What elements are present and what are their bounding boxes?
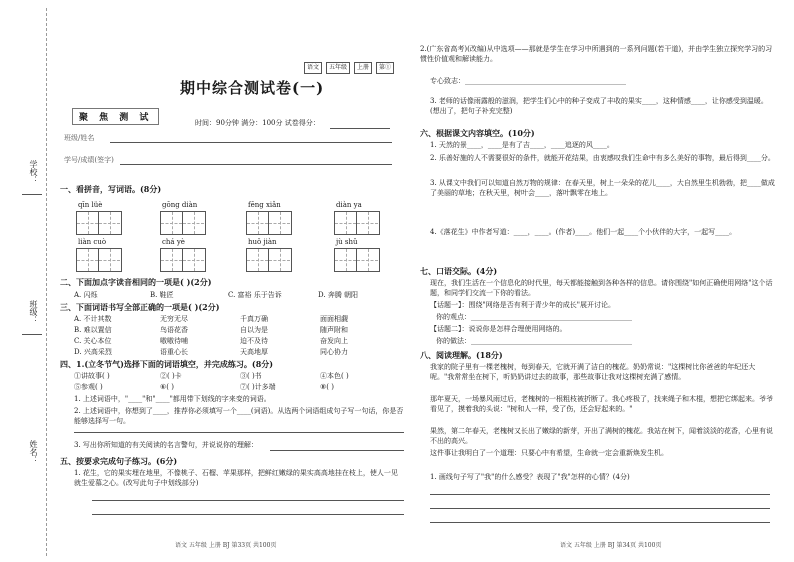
s7-answer: 你的观点：______________________________________________ xyxy=(436,313,632,321)
id-blank xyxy=(120,164,392,165)
writing-grid[interactable] xyxy=(160,211,206,235)
q4-item: ⑥( ) xyxy=(160,383,174,391)
answer-line xyxy=(92,500,404,501)
answer-line xyxy=(430,494,770,495)
s6-item: 2. 乐善好施的人不需要很好的条件，就能开花结果，由衷感叹我们生命中有多么美好的事物，最后得到____分。 xyxy=(430,154,775,162)
s7-text: 现在，我们生活在一个信息化的时代里，每天都能接触到各种各样的信息。请你围绕"如何正确使用网络"这个话题，和同学们交流一下你的看法。 xyxy=(430,279,773,297)
reading-paragraph: 那年夏天，一场暴风雨过后，老槐树的一根粗枝被折断了。我心疼极了，找来绳子和木棍，想把它绑起来。爷爷看见了，摸着我的头说："树和人一样，受了伤，还会好起来的。" xyxy=(430,395,773,413)
id-line-label: 学号/成绩(签字) xyxy=(64,156,114,164)
writing-grid[interactable] xyxy=(160,248,206,272)
q3-cell: 面面相觑 xyxy=(320,315,348,323)
writing-grid[interactable] xyxy=(334,248,380,272)
q2-heading: 二、下面加点字读音相同的一项是( )(2分) xyxy=(60,277,212,287)
header-tag: 上册 xyxy=(354,62,372,74)
answer-line xyxy=(74,432,404,433)
s7-topic: 【话题二】：说说你是怎样合理使用网络的。 xyxy=(430,325,567,333)
section-badge: 聚 焦 测 试 xyxy=(72,108,159,125)
answer-line xyxy=(92,514,404,515)
q4-item: ⑤参观( ) xyxy=(74,383,103,391)
q4-note: 2. 上述词语中，你想到了____，推荐你必须填写一个____(词语)。从选两个词语组成句子写一句话，你是否能够选择写一句。 xyxy=(74,407,404,425)
header-tags xyxy=(304,62,398,74)
writing-grid[interactable] xyxy=(246,211,292,235)
q4-item: ④本色( ) xyxy=(320,372,349,380)
reading-paragraph: 我家的院子里有一棵老槐树，每到春天，它就开满了洁白的槐花。奶奶常说："这棵树比你爸爸的年纪还大呢。"我常常坐在树下，听奶奶讲过去的故事，那些故事让我对这棵树充满了感情。 xyxy=(430,363,756,381)
q3-cell: 自以为是 xyxy=(240,326,268,334)
q3-cell: D. 兴高采烈 xyxy=(74,348,112,356)
s6-item: 1. 天然的景____，____是有了吉____，____追逐的风____。 xyxy=(430,141,614,149)
page-footer: 语文 五年级 上册 BJ 第33页 共100页 xyxy=(175,542,277,549)
q3-cell: B. 难以置信 xyxy=(74,326,112,334)
reading-paragraph: 这件事让我明白了一个道理：只要心中有希望，生命就一定会重新焕发生机。 xyxy=(430,449,668,457)
q2-option[interactable]: C. 富裕 乐于告诉 xyxy=(228,291,282,299)
pinyin: diàn ya xyxy=(336,201,362,209)
writing-grid[interactable] xyxy=(334,211,380,235)
sidebar-line xyxy=(22,334,42,335)
s7-topic: 【话题一】：围绕"网络是否有利于青少年的成长"展开讨论。 xyxy=(430,301,615,309)
q3-cell: 嗷嗷待哺 xyxy=(160,337,188,345)
writing-grid[interactable] xyxy=(76,211,122,235)
header-tag: 语文 xyxy=(304,62,322,74)
q3-heading: 三、下面词语书写全部正确的一项是( )(2分) xyxy=(60,302,220,312)
p2-blank: 专心致志：______________________________________________ xyxy=(430,77,626,85)
q3-cell: 随声附和 xyxy=(320,326,348,334)
q5-text: 3. 写出你所知道的有关阅读的名言警句，并说说你的理解： xyxy=(74,441,258,449)
q6-heading: 五、按要求完成句子练习。(6分) xyxy=(60,456,178,466)
score-blank xyxy=(330,128,390,129)
page-title: 期中综合测试卷(一) xyxy=(180,79,325,97)
p3-text: 3. 老师的话像雨露般的滋润，把学生们心中的种子变成了丰收的果实____，这种情感____，让你感受到温暖。(想出了，把句子补充完整) xyxy=(430,97,768,115)
writing-grid[interactable] xyxy=(76,248,122,272)
s6-item: 3. 从课文中我们可以知道自然万物的规律：在春天里，树上一朵朵的花儿____，大自然里生机勃勃，把____做成了美丽的草地；在秋天里，树叶会____，落叶飘零在地上。 xyxy=(430,179,775,197)
q6-text: 1. 花生，它的果实埋在地里，不像桃子、石榴、苹果那样，把鲜红嫩绿的果实高高地挂在枝上，使人一见就生爱慕之心。(改写此句子中划线部分) xyxy=(74,469,398,487)
page-footer: 语文 五年级 上册 BJ 第34页 共100页 xyxy=(560,542,662,549)
q3-cell: A. 不计其数 xyxy=(74,315,112,323)
reading-question: 1. 画线句子写了"我"的什么感受？表现了"我"怎样的心情？(4分) xyxy=(430,473,630,481)
sidebar-line xyxy=(22,194,42,195)
q2-option[interactable]: A. 闪烁 xyxy=(74,291,98,299)
q4-item: ②( )卡 xyxy=(160,372,182,380)
header-tag: 第① xyxy=(376,62,394,74)
sidebar-name-label: 姓名： xyxy=(29,440,38,464)
answer-line xyxy=(430,522,770,523)
answer-line xyxy=(430,508,770,509)
q4-item: ①讲故事( ) xyxy=(74,372,110,380)
pinyin: jù shǔ xyxy=(336,238,358,246)
fold-line xyxy=(46,8,47,556)
q3-cell: 同心协力 xyxy=(320,348,348,356)
q3-cell: 鸟语花香 xyxy=(160,326,188,334)
pinyin: huǒ jiàn xyxy=(248,238,277,246)
header-tag: 五年级 xyxy=(326,62,350,74)
q4-item: ⑦( )计多端 xyxy=(240,383,276,391)
name-line-label: 班级/姓名 xyxy=(64,134,95,142)
writing-grid[interactable] xyxy=(246,248,292,272)
q3-cell: 无穷无尽 xyxy=(160,315,188,323)
q1-heading: 一、看拼音，写词语。(8分) xyxy=(60,184,162,194)
p2-text: 2.(广东省高考)(改编)从中选项——那就是学生在学习中所遇到的一系列问题(若干道)，并由学生独立探究学习的习惯性价值观和解读能力。 xyxy=(420,45,773,63)
answer-line xyxy=(270,450,404,451)
q3-cell: 千真万确 xyxy=(240,315,268,323)
q3-cell: 奋发向上 xyxy=(320,337,348,345)
q4-item: ③( )书 xyxy=(240,372,262,380)
pinyin: fēng xiǎn xyxy=(248,201,281,209)
q4-note: 1. 上述词语中，"____"和"____"都用带下划线的字来变的词语。 xyxy=(74,395,271,403)
pinyin: gōng diàn xyxy=(162,201,198,209)
pinyin: qīn lüè xyxy=(78,201,103,209)
reading-paragraph: 果然，第二年春天，老槐树又长出了嫩绿的新芽，开出了满树的槐花。我站在树下，闻着淡淡的花香，心里有说不出的高兴。 xyxy=(430,427,773,445)
q3-cell: 迫不及待 xyxy=(240,337,268,345)
pinyin: liàn cuò xyxy=(78,238,107,246)
q2-option[interactable]: D. 奔腾 朝阳 xyxy=(318,291,359,299)
q4-item: ⑧( ) xyxy=(320,383,334,391)
s7-answer: 你的做法：______________________________________________ xyxy=(436,337,632,345)
name-blank xyxy=(110,142,392,143)
pinyin: chá yè xyxy=(162,238,185,246)
q2-option[interactable]: B. 鞋匠 xyxy=(150,291,174,299)
q3-cell: 语重心长 xyxy=(160,348,188,356)
s7-heading: 七、口语交际。(4分) xyxy=(420,266,498,276)
q3-cell: C. 关心本位 xyxy=(74,337,112,345)
s6-heading: 六、根据课文内容填空。(10分) xyxy=(420,128,535,138)
s8-heading: 八、阅读理解。(18分) xyxy=(420,350,503,360)
sidebar-school-label: 学校： xyxy=(29,160,38,184)
sidebar-class-label: 班级： xyxy=(29,300,38,324)
q3-cell: 天高地厚 xyxy=(240,348,268,356)
s6-item: 4.《落花生》中作者写道：____，____。(作者)____。他们一起____个小伙伴的大字，一起写____。 xyxy=(430,228,737,236)
score-line: 时间：90分钟 满分：100分 试卷得分： xyxy=(195,119,320,127)
q4-heading: 四、1.(立冬节气)选择下面的词语填空，并完成练习。(8分) xyxy=(60,359,274,369)
